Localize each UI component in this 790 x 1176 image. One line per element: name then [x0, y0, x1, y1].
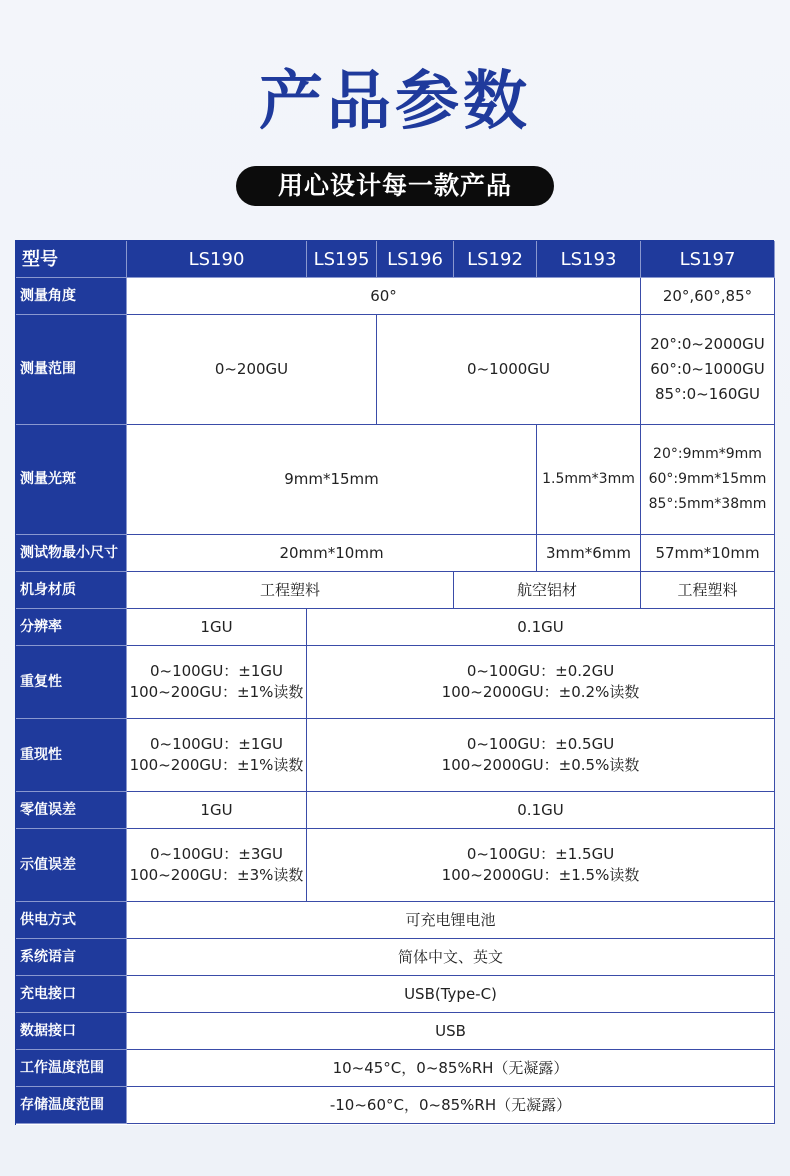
row-label-min-size: 测试物最小尺寸 — [16, 535, 127, 572]
row-label-zero-error: 零值误差 — [16, 792, 127, 829]
cell-display-error-rest: 0~100GU：±1.5GU 100~2000GU：±1.5%读数 — [307, 829, 775, 902]
row-label-spot: 测量光斑 — [16, 425, 127, 535]
cell-min-size-main: 20mm*10mm — [127, 535, 537, 572]
cell-range-ls197: 20°:0~2000GU 60°:0~1000GU 85°:0~160GU — [641, 315, 775, 425]
cell-range-mid: 0~1000GU — [377, 315, 641, 425]
cell-material-left: 工程塑料 — [127, 572, 454, 609]
model-header-ls196: LS196 — [377, 241, 454, 278]
row-label-display-error: 示值误差 — [16, 829, 127, 902]
row-label-material: 机身材质 — [16, 572, 127, 609]
cell-angle-ls197: 20°,60°,85° — [641, 278, 775, 315]
cell-display-error-ls190: 0~100GU：±3GU 100~200GU：±3%读数 — [127, 829, 307, 902]
row-label-resolution: 分辨率 — [16, 609, 127, 646]
cell-repeatability-rest: 0~100GU：±0.2GU 100~2000GU：±0.2%读数 — [307, 646, 775, 719]
cell-spot-ls193: 1.5mm*3mm — [537, 425, 641, 535]
cell-reproducibility-ls190: 0~100GU：±1GU 100~200GU：±1%读数 — [127, 719, 307, 792]
cell-charge-port: USB(Type-C) — [127, 976, 775, 1013]
cell-data-port: USB — [127, 1013, 775, 1050]
cell-work-temp: 10~45°C，0~85%RH（无凝露） — [127, 1050, 775, 1087]
row-label-power: 供电方式 — [16, 902, 127, 939]
model-header-ls197: LS197 — [641, 241, 775, 278]
row-label-data-port: 数据接口 — [16, 1013, 127, 1050]
cell-power: 可充电锂电池 — [127, 902, 775, 939]
cell-reproducibility-rest: 0~100GU：±0.5GU 100~2000GU：±0.5%读数 — [307, 719, 775, 792]
cell-zero-error-rest: 0.1GU — [307, 792, 775, 829]
row-label-work-temp: 工作温度范围 — [16, 1050, 127, 1087]
model-header-ls193: LS193 — [537, 241, 641, 278]
cell-spot-main: 9mm*15mm — [127, 425, 537, 535]
cell-resolution-ls190: 1GU — [127, 609, 307, 646]
row-label-range: 测量范围 — [16, 315, 127, 425]
model-header-ls190: LS190 — [127, 241, 307, 278]
row-label-charge-port: 充电接口 — [16, 976, 127, 1013]
row-label-repeatability: 重复性 — [16, 646, 127, 719]
subtitle-pill: 用心设计每一款产品 — [236, 166, 554, 206]
cell-zero-error-ls190: 1GU — [127, 792, 307, 829]
cell-angle-common: 60° — [127, 278, 641, 315]
row-label-angle: 测量角度 — [16, 278, 127, 315]
model-header-ls195: LS195 — [307, 241, 377, 278]
cell-material-right: 工程塑料 — [641, 572, 775, 609]
cell-min-size-ls197: 57mm*10mm — [641, 535, 775, 572]
cell-storage-temp: -10~60°C，0~85%RH（无凝露） — [127, 1087, 775, 1124]
cell-language: 简体中文、英文 — [127, 939, 775, 976]
row-label-reproducibility: 重现性 — [16, 719, 127, 792]
page-title: 产品参数 — [259, 65, 531, 139]
cell-range-ls190: 0~200GU — [127, 315, 377, 425]
spec-table — [15, 240, 774, 1125]
cell-resolution-rest: 0.1GU — [307, 609, 775, 646]
cell-repeatability-ls190: 0~100GU：±1GU 100~200GU：±1%读数 — [127, 646, 307, 719]
cell-material-mid: 航空铝材 — [454, 572, 641, 609]
row-label-language: 系统语言 — [16, 939, 127, 976]
cell-spot-ls197: 20°:9mm*9mm 60°:9mm*15mm 85°:5mm*38mm — [641, 425, 775, 535]
row-label-storage-temp: 存储温度范围 — [16, 1087, 127, 1124]
model-header-ls192: LS192 — [454, 241, 537, 278]
corner-label: 型号 — [16, 241, 127, 278]
cell-min-size-ls193: 3mm*6mm — [537, 535, 641, 572]
